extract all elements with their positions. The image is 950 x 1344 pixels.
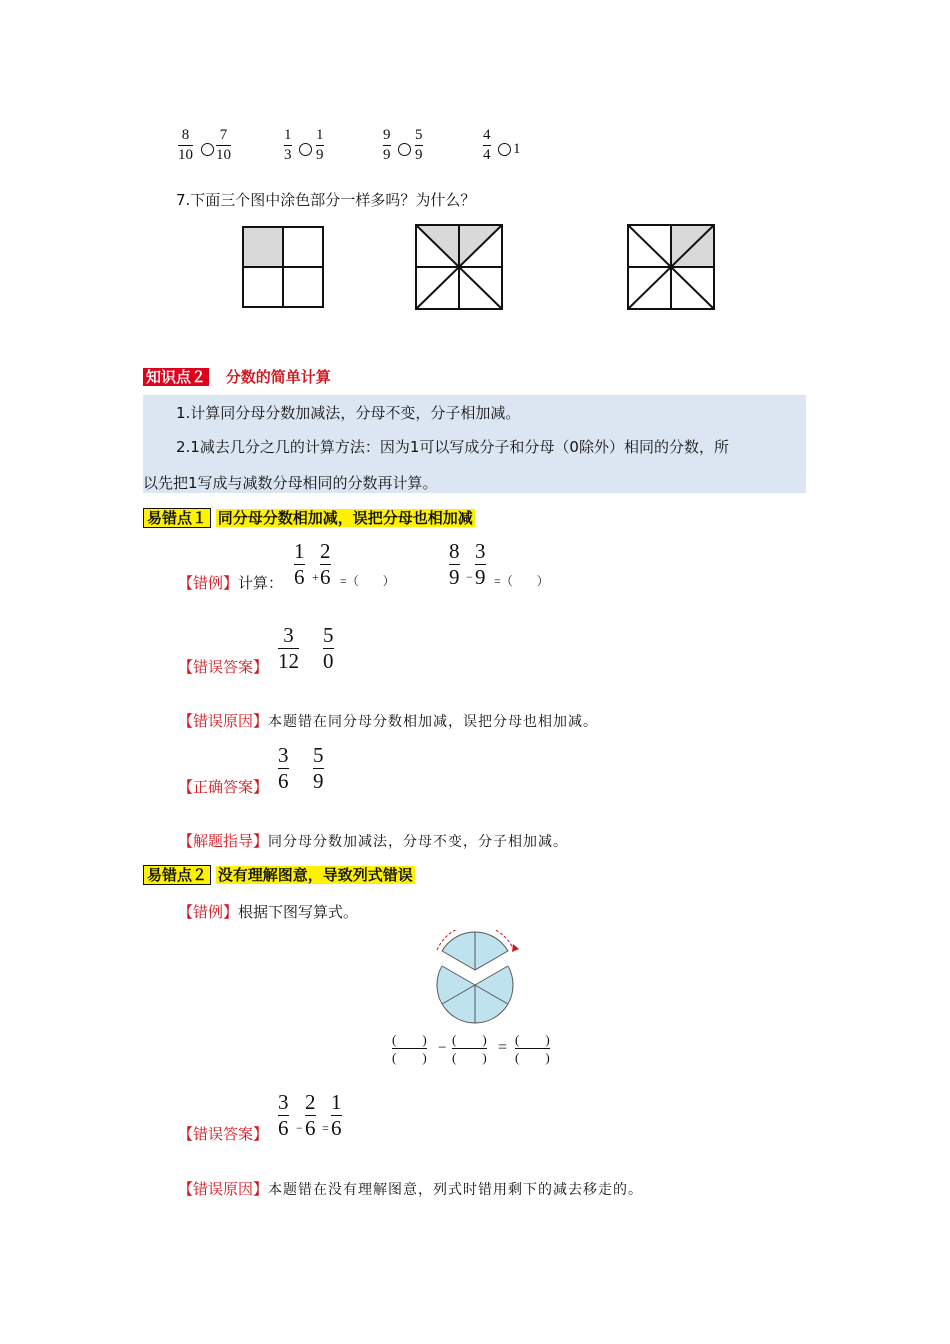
fraction: 5 9 [415, 127, 423, 163]
knowledge-heading [143, 366, 331, 387]
error-2-example [178, 901, 358, 922]
knowledge-tag: 知识点２ [143, 368, 209, 386]
fraction: 2 6 [320, 539, 331, 589]
minus-sign: − [438, 1040, 447, 1056]
wrong-answer-label: 【错误答案】 [178, 658, 269, 676]
answer-blank[interactable]: =（ ） [340, 574, 395, 588]
fraction: 8 10 [178, 127, 193, 163]
equals-sign: = [498, 1039, 508, 1056]
blank-fraction[interactable]: ( ) ( ) [515, 1032, 550, 1065]
fraction: 7 10 [216, 127, 231, 163]
error-1-example [178, 572, 283, 593]
fraction: 2 6 [305, 1090, 316, 1140]
correct-answer-label: 【正确答案】 [178, 778, 269, 796]
fraction: 4 4 [483, 127, 491, 163]
fraction: 3 6 [278, 1090, 289, 1140]
example-label: 【错例】 [178, 903, 239, 921]
plus-sign: + [312, 570, 319, 584]
error-1-reason [178, 710, 598, 731]
guide-text: 同分母分数加减法，分母不变，分子相加减。 [268, 834, 569, 850]
circle-diagram [425, 930, 535, 1030]
fraction: 3 6 [278, 743, 289, 793]
knowledge-title: 分数的简单计算 [225, 368, 331, 386]
blank-fraction[interactable]: ( ) ( ) [452, 1032, 487, 1065]
example-text: 计算： [238, 574, 284, 592]
fraction: 1 6 [331, 1090, 342, 1140]
question-7: 7.下面三个图中涂色部分一样多吗？为什么？ [176, 191, 476, 209]
compare-circle[interactable] [398, 143, 411, 161]
error-2-tag: 易错点２ [143, 865, 211, 885]
error-1-heading [143, 507, 475, 528]
equals-sign: = [322, 1121, 329, 1135]
fraction: 5 9 [313, 743, 324, 793]
error-1-title: 同分母分数相加减，误把分母也相加减 [217, 509, 473, 527]
fraction: 1 6 [294, 539, 305, 589]
fraction: 8 9 [449, 539, 460, 589]
reason-text: 本题错在同分母分数相加减，误把分母也相加减。 [268, 714, 599, 730]
fraction: 1 9 [316, 127, 324, 163]
wrong-answer-label: 【错误答案】 [178, 1125, 269, 1143]
knowledge-line-2b: 以先把1写成与减数分母相同的分数再计算。 [143, 474, 438, 492]
error-2-reason [178, 1178, 643, 1199]
guide-label: 【解题指导】 [178, 832, 269, 850]
minus-sign: − [466, 570, 473, 584]
error-2-heading [143, 864, 415, 885]
square-figure-3 [627, 224, 715, 310]
answer-blank[interactable]: =（ ） [494, 574, 549, 588]
reason-label: 【错误原因】 [178, 1180, 269, 1198]
fraction: 1 3 [284, 127, 292, 163]
blank-fraction[interactable]: ( ) ( ) [392, 1032, 427, 1065]
square-figure-2 [415, 224, 503, 310]
fraction: 3 9 [475, 539, 486, 589]
knowledge-line-2a: 2.1减去几分之几的计算方法：因为1可以写成分子和分母（0除外）相同的分数，所 [176, 438, 729, 456]
fraction: 5 0 [323, 623, 334, 673]
fraction: 9 9 [383, 127, 391, 163]
reason-label: 【错误原因】 [178, 712, 269, 730]
knowledge-line-1: 1.计算同分母分数加减法，分母不变，分子相加减。 [176, 404, 521, 422]
compare-circle[interactable] [201, 143, 214, 161]
whole-one: 1 [513, 141, 521, 157]
fraction: 3 12 [278, 623, 299, 673]
error-1-guide [178, 830, 568, 851]
square-figure-1 [242, 226, 324, 308]
minus-sign: − [296, 1121, 303, 1135]
example-text: 根据下图写算式。 [238, 903, 359, 921]
compare-circle[interactable] [498, 143, 511, 161]
reason-text: 本题错在没有理解图意，列式时错用剩下的减去移走的。 [268, 1182, 644, 1198]
example-label: 【错例】 [178, 574, 239, 592]
error-1-tag: 易错点１ [143, 508, 211, 528]
compare-circle[interactable] [299, 143, 312, 161]
error-2-title: 没有理解图意，导致列式错误 [217, 866, 413, 884]
